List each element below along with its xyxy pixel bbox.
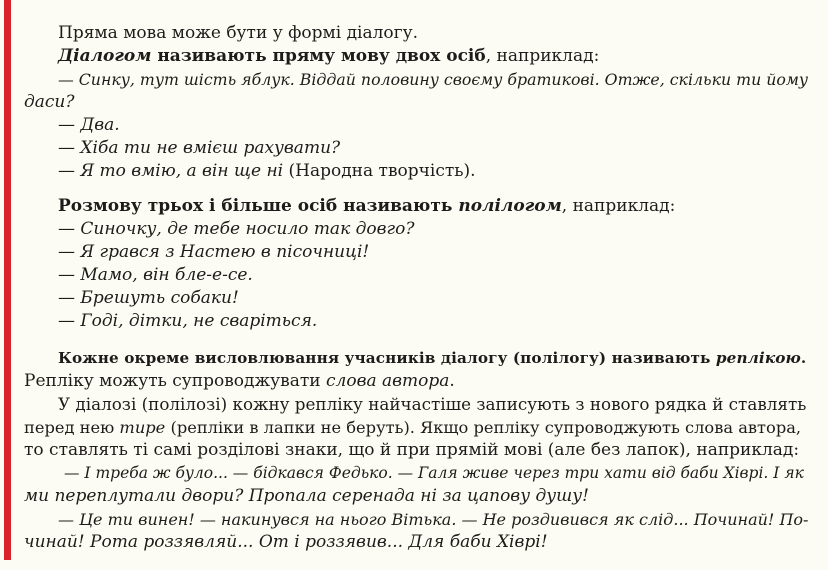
polylog-line: — Я грався з Настею в пісочниці! [58, 242, 370, 262]
polylog-line: — Мамо, він бле-е-се. [58, 265, 253, 285]
rule-line: перед нею тире (репліки в лапки не беруть). Якщо репліку супроводжують слова автора, [24, 418, 802, 437]
term-polylog: полілогом [458, 196, 562, 216]
term-replica: реплікою [715, 349, 801, 367]
example-line: чинай! Рота роззявляй... От і роззявив... Для баби Хіврі! [24, 532, 548, 552]
polylog-definition: Розмову трьох і більше осіб називають полілогом, наприклад: [58, 196, 676, 216]
replica-definition: Кожне окреме висловлювання учасників діалогу (полілогу) називають реплікою. [58, 349, 807, 367]
dialog-line: — Я то вмію, а він ще ні (Народна творчість). [58, 161, 476, 181]
margin-accent-bar [4, 0, 11, 560]
example-line: ми переплутали двори? Пропала серенада ні за цапову душу! [24, 486, 589, 506]
example-line: — І треба ж було... — бідкався Федько. — Галя живе через три хати від баби Хіврі. І як [64, 464, 804, 482]
replica-note: Репліку можуть супроводжувати слова автора. [24, 371, 455, 391]
dialog-line: — Синку, тут шість яблук. Віддай половину своєму братикові. Отже, скільки ти йому [58, 70, 809, 89]
content [24, 22, 810, 554]
dialog-line: даси? [24, 92, 75, 112]
polylog-line: — Брешуть собаки! [58, 288, 239, 308]
intro-line: Пряма мова може бути у формі діалогу. [58, 23, 418, 43]
term-dialog: Діалогом [58, 46, 152, 66]
polylog-line: — Годі, дітки, не сваріться. [58, 311, 318, 331]
example-line: — Це ти винен! — накинувся на нього Вітька. — Не роздивився як слід... Починай! По- [58, 510, 809, 529]
rule-line: то ставлять ті самі розділові знаки, що й при прямій мові (але без лапок), наприклад: [24, 440, 800, 460]
polylog-line: — Синочку, де тебе носило так довго? [58, 219, 415, 239]
dialog-definition: Діалогом називають пряму мову двох осіб, наприклад: [58, 46, 600, 66]
dialog-line: — Хіба ти не вмієш рахувати? [58, 138, 341, 158]
rule-line: У діалозі (полілозі) кожну репліку найчастіше записують з нового рядка й ставлять [58, 394, 807, 414]
dialog-line: — Два. [58, 115, 120, 135]
